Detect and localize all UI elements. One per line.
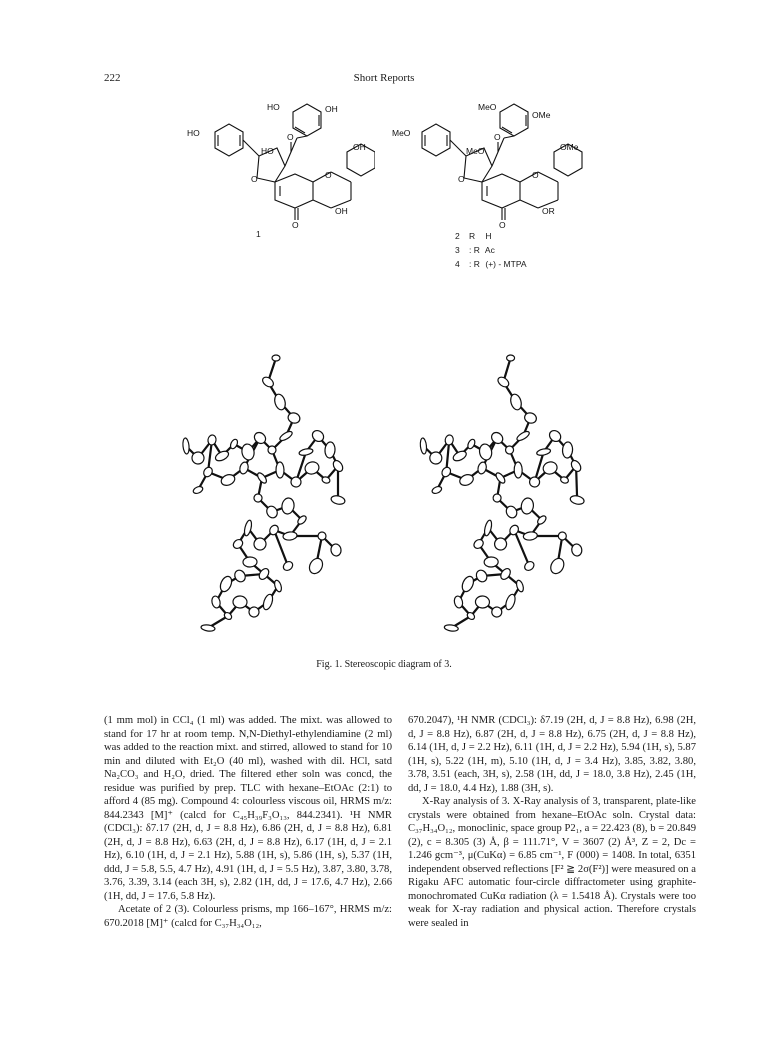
paragraph: 670.2047), ¹H NMR (CDCl₃): δ7.19 (2H, d, J = 8.8 Hz), 6.98 (2H, d, J = 8.8 Hz), 6.87 (2H, d, J = 8.8 Hz), 6.75 (2H, d, J = 8.8 Hz), 6.14 (1H, d, J = 2.2 Hz), 6.11 (1H, d, J = 2.2 Hz), 5.94 (1H, s), 5.87 (1H, s), 5.22 (1H, m), 5.10 (1H, d, J = 3.4 Hz), 3.85, 3.82, 3.80, 3.78, 3.51 (each, 3H, s), 2.58 (1H, dd, J = 18.0, 3.8 Hz), 2.45 (1H, dd, J = 18.0, 4.4 Hz), 1.88 (3H, s). [408, 715, 696, 794]
ortep-atom-ellipsoid [247, 605, 261, 619]
ortep-atom-ellipsoid [272, 355, 280, 361]
ortep-atom-ellipsoid [523, 531, 538, 541]
compound-r-list [455, 229, 527, 271]
ortep-atom-ellipsoid [474, 568, 489, 583]
ortep-atom-ellipsoid [420, 438, 428, 455]
ortep-atom-ellipsoid [330, 495, 345, 506]
group-o-bridge: O [494, 132, 501, 142]
ortep-atom-ellipsoid [261, 375, 275, 389]
running-title: Short Reports [353, 72, 415, 84]
ortep-atom-ellipsoid [536, 448, 551, 457]
group-o-carbonyl: O [292, 220, 299, 228]
ortep-atom-ellipsoid [282, 560, 295, 573]
paragraph: Acetate of 2 (3). Colourless prisms, mp 166–167°, HRMS m/z: 670.2018 [M]⁺ (calcd for C₃₇H₃₄O₁₂, [104, 904, 392, 929]
group-o-carbonyl: O [499, 220, 506, 228]
group-ome-top: OMe [532, 110, 551, 120]
compound-1-label: 1 [256, 229, 261, 239]
ortep-atom-ellipsoid [262, 593, 275, 611]
structure-1-drawing [185, 98, 375, 228]
structure-compound-1 [185, 98, 375, 228]
group-meo-left: MeO [392, 128, 411, 138]
paragraph: (1 mm mol) in CCl₄ (1 ml) was added. The mixt. was allowed to stand for 17 hr at room temp. N,N-Diethyl-ethylendiamine (2 ml) was added to the reaction mixt. and stirred, allowed to stand for 10 min and diluted with Et₂O (40 ml), washed with dil. HCl, satd Na₂CO₃ and H₂O, dried. The filtered ether soln was concd, the residue was purified by prep. TLC with hexane–EtOAc (2:1) to afford 4 (85 mg). Compound 4: colourless viscous oil, HRMS m/z: 844.2343 [M]⁺ (calcd for C₄₅H₃₉F₃O₁₃, 844.2341). ¹H NMR (CDCl₃): δ7.17 (2H, d, J = 8.8 Hz), 6.86 (2H, d, J = 8.8 Hz), 6.81 (2H, d, J = 8.8 Hz), 6.63 (2H, d, J = 8.8 Hz), 6.17 (1H, d, J = 2.1 Hz), 6.10 (1H, d, J = 2.1 Hz), 5.88 (1H, s), 5.86 (1H, s), 5.37 (1H, ddd, J = 5.8, 5.5, 4.7 Hz), 4.91 (1H, d, J = 5.5 Hz), 3.87, 3.80, 3.78, 3.76, 3.39, 3.14 (each 3H, s), 2.82 (1H, dd, J = 17.6, 4.7 Hz), 2.66 (1H, dd, J = 17.6, 5.8 Hz). [104, 715, 392, 902]
structure-2-4-drawing [392, 98, 592, 228]
ortep-atom-ellipsoid [233, 568, 248, 583]
group-o-bridge: O [287, 132, 294, 142]
group-oh-right: OH [353, 142, 366, 152]
ortep-atom-ellipsoid [283, 531, 298, 541]
ortep-atom-ellipsoid [507, 355, 515, 361]
ortep-atom-ellipsoid [233, 596, 248, 609]
group-o-ring2: O [325, 170, 332, 180]
group-ho-top: HO [267, 102, 280, 112]
ortep-atom-ellipsoid [440, 466, 452, 479]
ortep-molecule [420, 355, 585, 632]
group-meo-top: MeO [478, 102, 497, 112]
ortep-atom-ellipsoid [504, 593, 517, 611]
ortep-atom-ellipsoid [472, 538, 485, 551]
ortep-atom-ellipsoid [202, 466, 214, 479]
ortep-atom-ellipsoid [494, 471, 506, 484]
ortep-atom-ellipsoid [330, 543, 342, 556]
group-or-bottom: OR [542, 206, 555, 216]
structure-compound-2-4 [392, 98, 592, 228]
ortep-atom-ellipsoid [192, 485, 204, 495]
ortep-atom-ellipsoid [276, 462, 284, 478]
ortep-right-view [402, 340, 602, 655]
group-o-ring: O [458, 174, 465, 184]
ortep-atom-ellipsoid [307, 556, 325, 576]
ortep-atom-ellipsoid [571, 543, 583, 556]
ortep-atom-ellipsoid [182, 438, 190, 455]
group-meo-mid: MeO [466, 146, 485, 156]
ortep-atom-ellipsoid [569, 495, 584, 506]
ortep-atom-ellipsoid [256, 471, 268, 484]
ortep-atom-ellipsoid [505, 446, 514, 455]
compound-r-row: 4 : R (+) - MTPA [455, 259, 527, 269]
ortep-atom-ellipsoid [516, 430, 531, 443]
group-oh-top: OH [325, 104, 338, 114]
ortep-atom-ellipsoid [218, 575, 234, 594]
figure-caption: Fig. 1. Stereoscopic diagram of 3. [316, 659, 452, 670]
ortep-atom-ellipsoid [496, 375, 510, 389]
ortep-atom-ellipsoid [229, 438, 239, 450]
ortep-atom-ellipsoid [514, 462, 522, 478]
group-ho-left: HO [187, 128, 200, 138]
ortep-atom-ellipsoid [243, 557, 257, 567]
ortep-atom-ellipsoid [475, 596, 490, 609]
paragraph: X-Ray analysis of 3. X-Ray analysis of 3, transparent, plate-like crystals were obtained from hexane–EtOAc soln. Crystal data: C₃₇H₃₄O₁₂, monoclinic, space group P2₁, a = 22.423 (8), b = 20.849 (2), c = 8.305 (3) Å, β = 111.71°, V = 3607 (2) Å³, Z = 2, Dc = 1.246 gcm⁻³, μ(CuKα) = 6.85 cm⁻¹, F (000) = 1408. In total, 6351 independent observed reflections [F² ≧ 2σ(F²)] were measured on a Rigaku AFC automatic four-circle diffractometer using graphite-monochromated CuKα radiation (λ = 1.5418 Å). Crystals were too weak for X-ray radiation and physical action. Therefore crystals were sealed in [408, 796, 696, 929]
ortep-atom-ellipsoid [548, 556, 566, 576]
ortep-atom-ellipsoid [562, 442, 573, 459]
ortep-atom-ellipsoid [523, 560, 536, 573]
group-ome-right: OMe [560, 142, 579, 152]
group-oh-bottom: OH [335, 206, 348, 216]
page-number: 222 [104, 72, 121, 84]
ortep-atom-ellipsoid [299, 448, 314, 457]
compound-r-row: 3 : R Ac [455, 245, 495, 255]
ortep-atom-ellipsoid [324, 442, 335, 459]
ortep-atom-ellipsoid [278, 430, 293, 443]
body-column-left [104, 714, 392, 930]
ortep-atom-ellipsoid [431, 485, 443, 495]
ortep-left-view [168, 340, 368, 655]
ortep-atom-ellipsoid [232, 538, 245, 551]
compound-r-row: 2 R H [455, 231, 492, 241]
group-o-ring2: O [532, 170, 539, 180]
ortep-atom-ellipsoid [477, 461, 488, 475]
ortep-atom-ellipsoid [239, 461, 250, 475]
ortep-atom-ellipsoid [460, 575, 476, 594]
ortep-atom-ellipsoid [268, 446, 277, 455]
ortep-atom-ellipsoid [484, 557, 498, 567]
group-ho-mid: HO [261, 146, 274, 156]
body-column-right [408, 714, 696, 930]
group-o-ring: O [251, 174, 258, 184]
ortep-molecule [182, 355, 346, 632]
ortep-right-drawing [402, 340, 602, 650]
ortep-left-drawing [168, 340, 368, 650]
ortep-atom-ellipsoid [466, 438, 476, 450]
